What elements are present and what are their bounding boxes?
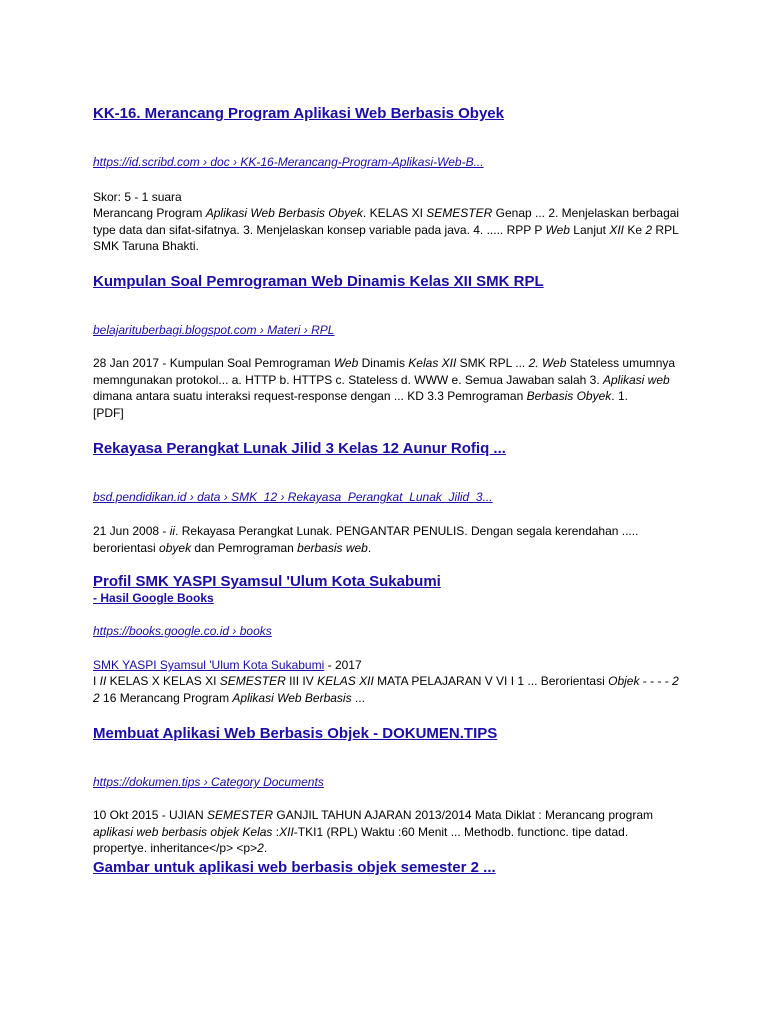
result-snippet: 10 Okt 2015 - UJIAN SEMESTER GANJIL TAHUN AJARAN 2013/2014 Mata Diklat : Merancang program aplikasi web berbasis objek Kelas :XII-TKI1 (RPL) Waktu :60 Menit ... Methodb. functionc. tipe datad. propertye. inheritance</p> <p>2. [93, 808, 654, 855]
result-url[interactable]: bsd.pendidikan.id › data › SMK_12 › Rekayasa_Perangkat_Lunak_Jilid_3... [93, 490, 493, 504]
result-2 [93, 272, 683, 291]
result-1-url-row [93, 155, 683, 170]
result-5-body [93, 807, 683, 857]
result-url[interactable]: belajarituberbagi.blogspot.com › Materi › RPL [93, 323, 335, 337]
book-year: - 2017 [324, 658, 362, 672]
result-subtitle[interactable]: - Hasil Google Books [93, 591, 214, 605]
result-snippet: Merancang Program Aplikasi Web Berbasis Obyek. KELAS XI SEMESTER Genap ... 2. Menjelaskan berbagai type data dan sifat-sifatnya. 3. Menjelaskan konsep variable pada java. 4. ..... RPP P Web Lanjut XII Ke 2 RPL SMK Taruna Bhakti. [93, 206, 680, 253]
result-snippet: 21 Jun 2008 - ii. Rekayasa Perangkat Lunak. PENGANTAR PENULIS. Dengan segala kerendahan ..... berorientasi obyek dan Pemrograman berbasis web. [93, 524, 639, 555]
book-link[interactable]: SMK YASPI Syamsul 'Ulum Kota Sukabumi [93, 658, 325, 672]
result-url[interactable]: https://id.scribd.com › doc › KK-16-Merancang-Program-Aplikasi-Web-B... [93, 155, 484, 169]
result-snippet: I II KELAS X KELAS XI SEMESTER III IV KELAS XII MATA PELAJARAN V VI I 1 ... Berorientasi Objek - - - - 2 2 16 Merancang Program Aplikasi Web Berbasis ... [93, 674, 679, 705]
result-title[interactable]: Rekayasa Perangkat Lunak Jilid 3 Kelas 12 Aunur Rofiq ... [93, 440, 506, 457]
result-title[interactable]: Kumpulan Soal Pemrograman Web Dinamis Kelas XII SMK RPL [93, 273, 544, 290]
result-1 [93, 104, 683, 123]
result-5 [93, 724, 683, 743]
rating-text: Skor: 5 - 1 suara [93, 190, 182, 204]
result-2-body [93, 355, 683, 421]
result-4 [93, 572, 683, 606]
pdf-tag: [PDF] [93, 405, 124, 420]
result-title[interactable]: Gambar untuk aplikasi web berbasis objek semester 2 ... [93, 859, 496, 876]
result-url[interactable]: https://books.google.co.id › books [93, 624, 272, 638]
result-4-url-row [93, 624, 683, 639]
result-title[interactable]: Membuat Aplikasi Web Berbasis Objek - DOKUMEN.TIPS [93, 725, 498, 742]
result-snippet: 28 Jan 2017 - Kumpulan Soal Pemrograman Web Dinamis Kelas XII SMK RPL ... 2. Web Stateless umumnya memngunakan protokol... a. HTTP b. HTTPS c. Stateless d. WWW e. Semua Jawaban salah 3. Aplikasi web dimana antara suatu interaksi request-response dengan ... KD 3.3 Pemrograman Berbasis Obyek. 1. [93, 356, 676, 403]
result-3 [93, 439, 683, 458]
result-3-url-row [93, 490, 683, 505]
result-4-body [93, 657, 683, 706]
result-6 [93, 858, 683, 877]
result-title[interactable]: Profil SMK YASPI Syamsul 'Ulum Kota Sukabumi [93, 573, 441, 590]
result-3-body [93, 523, 683, 556]
result-2-url-row [93, 323, 683, 338]
result-5-url-row [93, 775, 683, 790]
result-1-body [93, 189, 683, 255]
book-line [93, 657, 683, 673]
result-title[interactable]: KK-16. Merancang Program Aplikasi Web Berbasis Obyek [93, 105, 504, 122]
result-url[interactable]: https://dokumen.tips › Category Documents [93, 775, 324, 789]
